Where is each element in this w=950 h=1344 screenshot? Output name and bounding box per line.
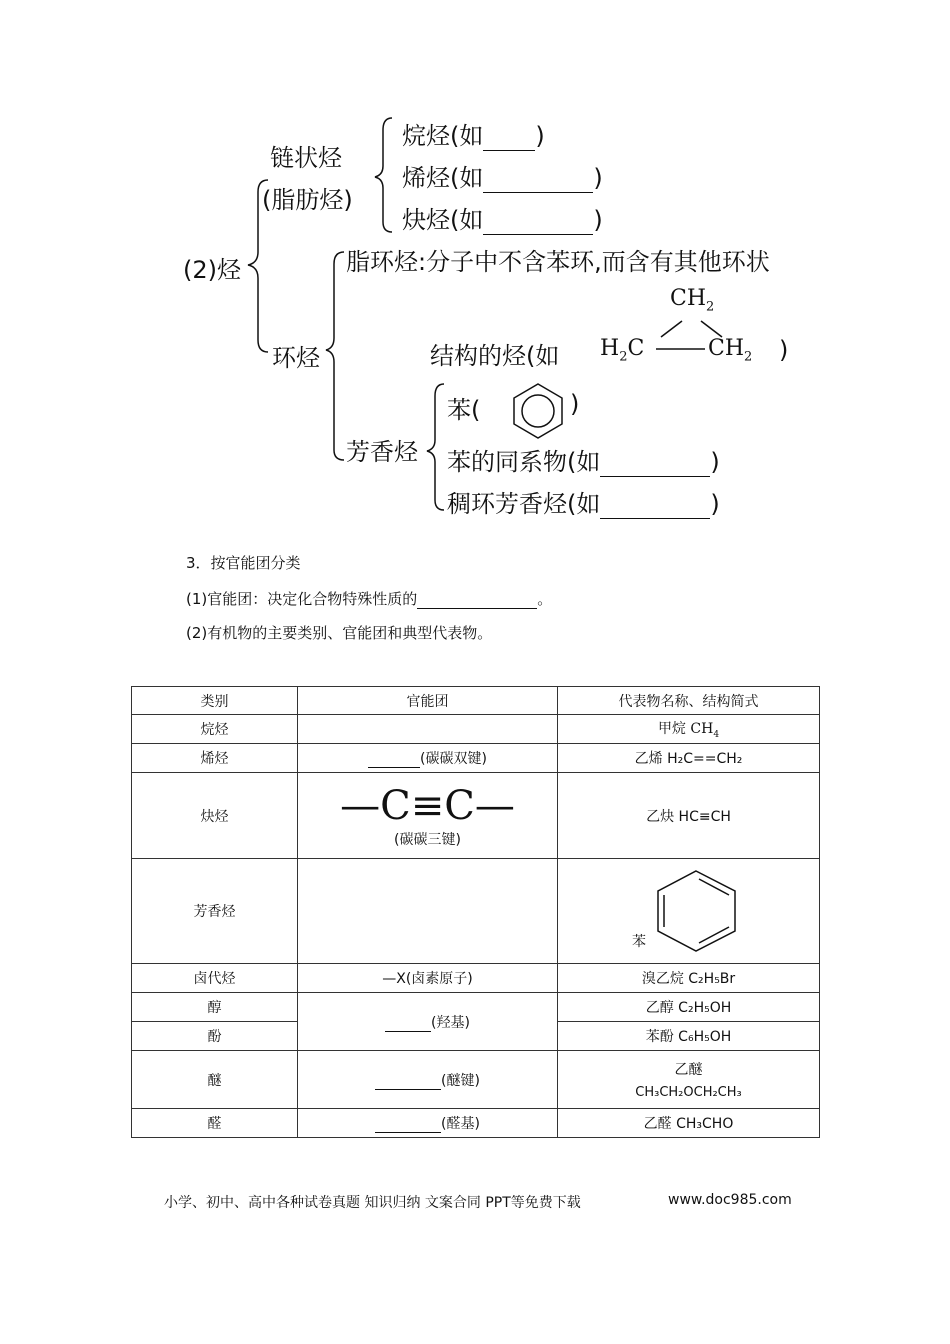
fused-item: 稠环芳香烃(如 ) (447, 490, 720, 518)
alkene-item: 烯烃(如 ) (402, 164, 603, 192)
cyclopropane-top: $CH_2$ (670, 286, 715, 315)
answer-blank[interactable] (600, 452, 710, 477)
alicyclic-close: ) (779, 336, 789, 364)
chain-sublabel: (脂肪烃) (262, 186, 353, 214)
table-row: 醛 (醛基) 乙醛 CH₃CHO (132, 1109, 820, 1138)
cyclopropane-left: $H_2C$ (600, 336, 645, 365)
benzene-close: ) (570, 390, 580, 418)
answer-blank[interactable] (368, 753, 420, 768)
benzene-ring-icon (514, 384, 562, 438)
table-header: 官能团 (298, 687, 558, 715)
table-header: 代表物名称、结构简式 (558, 687, 820, 715)
root-label: (2)烃 (183, 256, 241, 284)
benzene-item: 苯( (447, 396, 481, 424)
table-header: 类别 (132, 687, 298, 715)
benzene-structure-icon (650, 867, 742, 953)
table-row: 卤代烃 —X(卤素原子) 溴乙烷 C₂H₅Br (132, 964, 820, 993)
answer-blank[interactable] (483, 210, 593, 235)
chain-brace (375, 118, 392, 232)
homolog-item: 苯的同系物(如 ) (447, 448, 720, 476)
answer-blank[interactable] (483, 168, 593, 193)
table-row: 醚 (醚键) 乙醚 CH₃CH₂OCH₂CH₃ (132, 1051, 820, 1109)
cyclopropane-right: $CH_2$ (708, 336, 753, 365)
table-row: 烯烃 (碳碳双键) 乙烯 H₂C==CH₂ (132, 744, 820, 773)
cyclic-label: 环烃 (272, 344, 320, 372)
section-line1: (1)官能团：决定化合物特殊性质的 。 (186, 590, 553, 608)
triple-bond-formula: —C≡C— (340, 782, 515, 829)
footer-text: 小学、初中、高中各种试卷真题 知识归纳 文案合同 PPT等免费下载 (164, 1195, 581, 1211)
answer-blank[interactable] (483, 126, 535, 151)
aromatic-label: 芳香烃 (346, 438, 418, 466)
table-row: 炔烃 —C≡C— (碳碳三键) 乙炔 HC≡CH (132, 773, 820, 859)
alicyclic-line1: 脂环烃:分子中不含苯环,而含有其他环状 (346, 248, 770, 276)
table-row: 芳香烃 苯 (132, 859, 820, 964)
answer-blank[interactable] (417, 592, 537, 609)
alkyne-item: 炔烃(如 ) (402, 206, 603, 234)
answer-blank[interactable] (375, 1075, 441, 1090)
table-row: 烷烃 甲烷 $CH_4$ (132, 715, 820, 744)
footer-link[interactable]: www.doc985.com (668, 1192, 792, 1208)
functional-group-table (131, 686, 820, 1138)
answer-blank[interactable] (375, 1118, 441, 1133)
answer-blank[interactable] (600, 494, 710, 519)
table-header-row (132, 687, 820, 715)
section-line2: (2)有机物的主要类别、官能团和典型代表物。 (186, 624, 493, 642)
alicyclic-line2: 结构的烃(如 (430, 342, 560, 370)
answer-blank[interactable] (385, 1017, 431, 1032)
table-row: 酚 苯酚 C₆H₅OH (132, 1022, 820, 1051)
section-heading: 3．按官能团分类 (186, 554, 301, 572)
aromatic-brace (427, 384, 444, 510)
alkane-item: 烷烃(如 ) (402, 122, 545, 150)
table-row: 醇 (羟基) 乙醇 C₂H₅OH (132, 993, 820, 1022)
chain-label: 链状烃 (270, 144, 342, 172)
cyclic-brace (326, 252, 344, 460)
